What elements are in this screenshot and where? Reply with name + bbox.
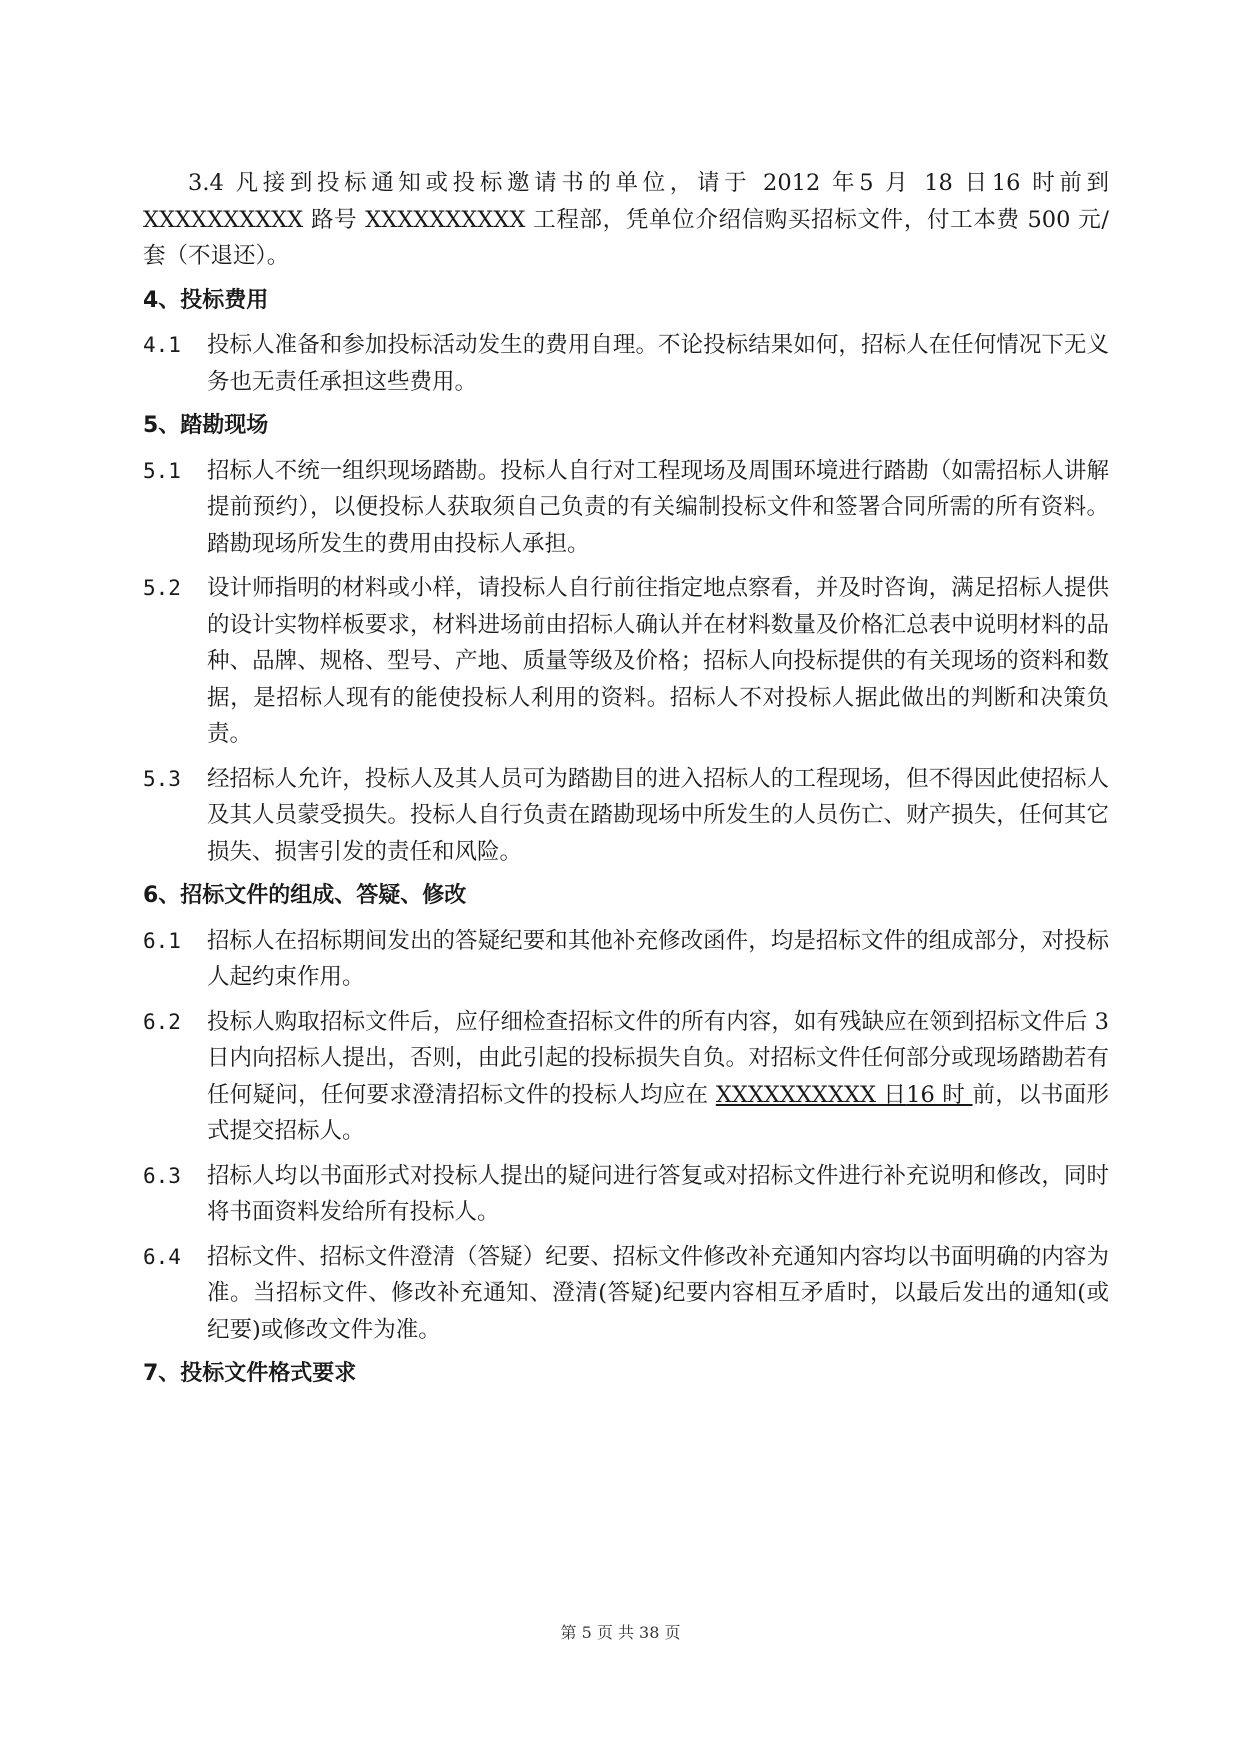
clause-5-1 <box>143 453 1109 563</box>
clause-text-part: 前，以书面形式提交招标人。 <box>207 1081 1109 1144</box>
clause-6-3 <box>143 1158 1109 1231</box>
clause-text: 招标文件、招标文件澄清（答疑）纪要、招标文件修改补充通知内容均以书面明确的内容为准。当招标文件、修改补充通知、澄清(答疑)纪要内容相互矛盾时，以最后发出的通知(或纪要)或修改文件为准。 <box>207 1243 1109 1343</box>
clause-number: 4.1 <box>143 333 181 357</box>
clause-5-2 <box>143 570 1109 753</box>
clause-number: 6.2 <box>143 1009 181 1034</box>
section-heading-7: 7、投标文件格式要求 <box>143 1361 357 1386</box>
clause-6-4 <box>143 1239 1109 1349</box>
clause-6-1 <box>143 923 1109 996</box>
page-content <box>143 165 1109 1401</box>
section-heading-4: 4、投标费用 <box>143 287 269 313</box>
paragraph-3-4: 3.4 凡接到投标通知或投标邀请书的单位，请于 2012 年5 月 18 日16 时前到XXXXXXXXXX 路号 XXXXXXXXXX 工程部，凭单位介绍信购买招标文件，付工本费 500 元/套（不退还）。 <box>143 170 1109 269</box>
clause-text: 投标人准备和参加投标活动发生的费用自理。不论投标结果如何，招标人在任何情况下无义务也无责任承担这些费用。 <box>207 332 1109 395</box>
clause-text: 招标人均以书面形式对投标人提出的疑问进行答复或对招标文件进行补充说明和修改，同时将书面资料发给所有投标人。 <box>207 1162 1109 1225</box>
section-heading-6: 6、招标文件的组成、答疑、修改 <box>143 883 467 908</box>
clause-6-2 <box>143 1004 1109 1150</box>
clause-number: 5.3 <box>143 766 181 791</box>
clause-text: 招标人在招标期间发出的答疑纪要和其他补充修改函件，均是招标文件的组成部分，对投标人起约束作用。 <box>207 927 1109 990</box>
clause-number: 5.2 <box>143 576 181 600</box>
clause-text: 设计师指明的材料或小样，请投标人自行前往指定地点察看，并及时咨询，满足招标人提供的设计实物样板要求，材料进场前由招标人确认并在材料数量及价格汇总表中说明材料的品种、品牌、规格、型号、产地、质量等级及价格；招标人向投标提供的有关现场的资料和数据，是招标人现有的能使投标人利用的资料。招标人不对投标人据此做出的判断和决策负责。 <box>207 575 1109 747</box>
clause-number: 6.1 <box>143 928 181 953</box>
clause-5-3 <box>143 761 1109 871</box>
deadline-time-blank: 16 时 <box>906 1081 973 1108</box>
clause-text: 经招标人允许，投标人及其人员可为踏勘目的进入招标人的工程现场，但不得因此使招标人及其人员蒙受损失。投标人自行负责在踏勘现场中所发生的人员伤亡、财产损失，任何其它损失、损害引发的责任和风险。 <box>207 765 1109 865</box>
clause-4-1 <box>143 327 1109 400</box>
clause-number: 6.3 <box>143 1163 181 1188</box>
clause-text-part: 投标人购取招标文件后，应仔细检查招标文件的所有内容，如有残缺应在领到招标文件后 3 日内向招标人提出，否则，由此引起的投标损失自负。对招标文件任何部分或现场踏勘若有任何疑问，任何要求澄清招标文件的投标人均应在 <box>207 1008 1109 1108</box>
clause-text <box>207 1004 1109 1150</box>
clause-number: 6.4 <box>143 1244 181 1269</box>
deadline-date-blank: XXXXXXXXXX 日 <box>715 1081 907 1108</box>
clause-number: 5.1 <box>143 458 181 483</box>
section-heading-5: 5、踏勘现场 <box>143 413 269 438</box>
page-footer: 第 5 页 共 38 页 <box>560 1623 681 1642</box>
clause-text: 招标人不统一组织现场踏勘。投标人自行对工程现场及周围环境进行踏勘（如需招标人讲解提前预约），以便投标人获取须自己负责的有关编制投标文件和签署合同所需的所有资料。踏勘现场所发生的费用由投标人承担。 <box>207 457 1109 557</box>
